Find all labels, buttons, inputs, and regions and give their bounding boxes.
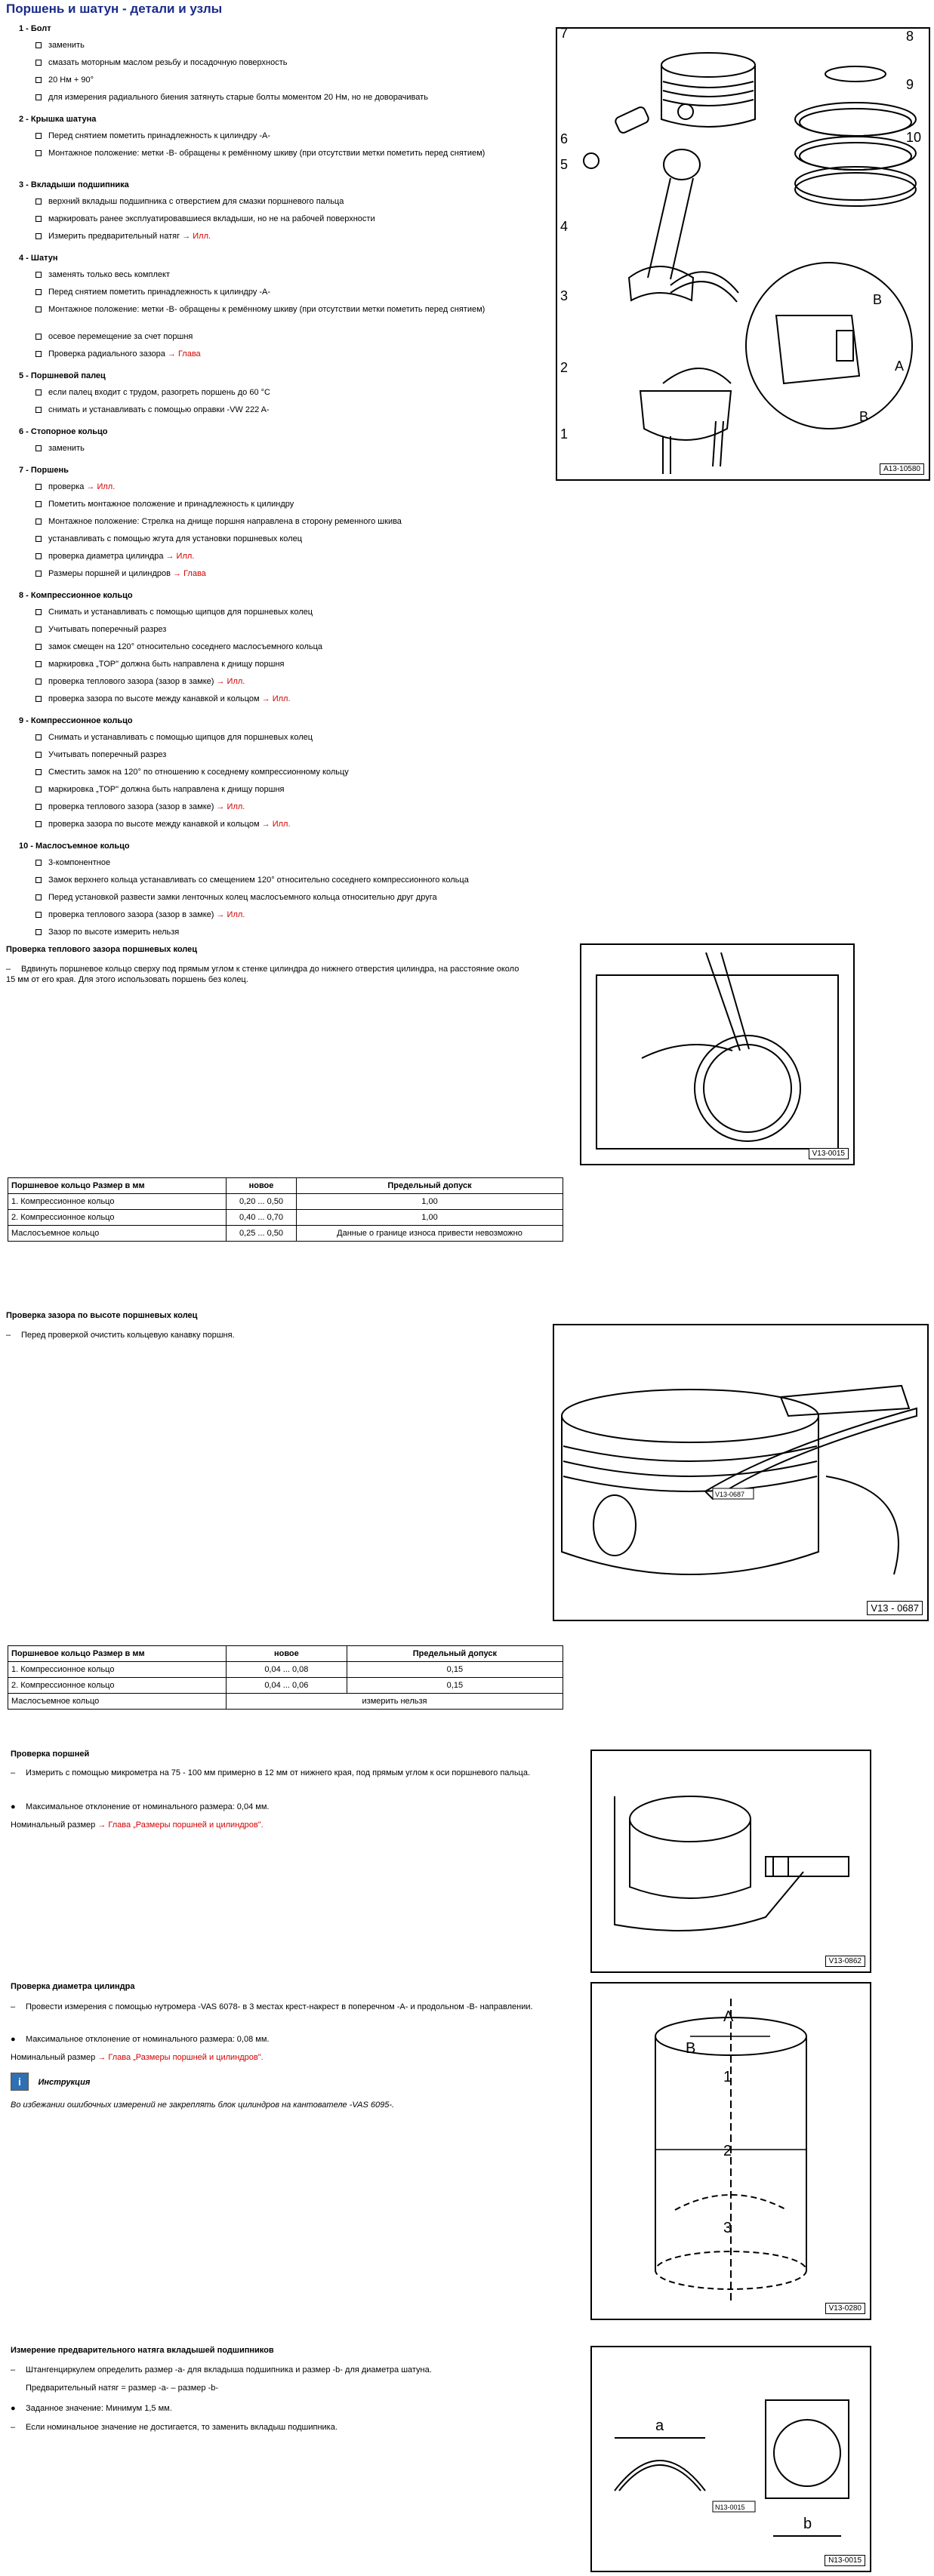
bullet-square-icon bbox=[35, 821, 42, 827]
gap-check-instruction: – Вдвинуть поршневое кольцо сверху под прямым углом к стенке цилиндра до нижнего отверстия цилиндра, на расстояние около 15 мм от его края. Для этого использовать поршень без колец. bbox=[6, 965, 519, 984]
bullet-square-icon bbox=[35, 644, 42, 650]
gap-table bbox=[8, 1177, 563, 1242]
piston-check-instruction: – Измерить с помощью микрометра на 75 - 100 мм примерно в 12 мм от нижнего края, под прямым углом к оси поршневого пальца. bbox=[11, 1768, 531, 1777]
table-row: 2. Компрессионное кольцо 0,40 ... 0,70 1,00 bbox=[8, 1210, 563, 1226]
bullet-square-icon bbox=[35, 804, 42, 810]
height-check-figure bbox=[553, 1324, 929, 1621]
bullet-square-icon bbox=[35, 894, 42, 900]
part-item: проверка зазора по высоте между канавкой и кольцом → Илл. bbox=[35, 694, 534, 705]
part-item: смазать моторным маслом резьбу и посадочную поверхность bbox=[35, 58, 534, 69]
part-heading: 1 - Болт bbox=[19, 24, 51, 33]
bullet-square-icon bbox=[35, 734, 42, 740]
piston-nominal-size: Номинальный размер → Глава „Размеры поршней и цилиндров". bbox=[11, 1820, 264, 1830]
figure-caption: N13-0015 bbox=[825, 2555, 865, 2566]
callout-1: 1 bbox=[560, 426, 569, 442]
col-limit: Предельный допуск bbox=[347, 1646, 563, 1662]
cross-reference-link[interactable]: → Илл. bbox=[182, 232, 211, 241]
label-b: b bbox=[803, 2516, 812, 2532]
table-row: 1. Компрессионное кольцо 0,20 ... 0,50 1,00 bbox=[8, 1194, 563, 1210]
bearing-formula: Предварительный натяг = размер -a- – размер -b- bbox=[26, 2384, 219, 2393]
callout-10: 10 bbox=[906, 130, 922, 145]
cylinder-check-instruction: – Провести измерения с помощью нутромера -VAS 6078- в 3 местах крест-накрест в поперечном -А- и продольном -В- направлении. bbox=[11, 2002, 533, 2011]
part-item: проверка зазора по высоте между канавкой и кольцом → Илл. bbox=[35, 820, 534, 830]
part-item: Учитывать поперечный разрез bbox=[35, 625, 534, 636]
label-2: 2 bbox=[723, 2143, 732, 2159]
col-limit: Предельный допуск bbox=[297, 1178, 563, 1194]
label-A: A bbox=[723, 2008, 734, 2025]
part-item: Снимать и устанавливать с помощью щипцов для поршневых колец bbox=[35, 608, 534, 618]
piston-check-figure bbox=[590, 1750, 871, 1973]
note-text: Во избежании ошибочных измерений не закреплять блок цилиндров на кантователе -VAS 6095-. bbox=[11, 2101, 395, 2110]
part-item: 3-компонентное bbox=[35, 858, 534, 869]
bullet-square-icon bbox=[35, 334, 42, 340]
table-row: Маслосъемное кольцо 0,25 ... 0,50 Данные о границе износа привести невозможно bbox=[8, 1226, 563, 1242]
bullet-square-icon bbox=[35, 216, 42, 222]
cylinder-check-figure bbox=[590, 1982, 871, 2320]
bullet-square-icon bbox=[35, 696, 42, 702]
cross-reference-link[interactable]: → Илл. bbox=[261, 694, 291, 703]
bullet-square-icon bbox=[35, 150, 42, 156]
callout-5: 5 bbox=[560, 157, 569, 172]
part-heading: 10 - Маслосъемное кольцо bbox=[19, 842, 130, 851]
part-item: замок смещен на 120° относительно соседнего маслосъемного кольца bbox=[35, 642, 534, 653]
part-item: Пометить монтажное положение и принадлежность к цилиндру bbox=[35, 500, 534, 510]
part-item: Проверка радиального зазора → Глава bbox=[35, 349, 534, 360]
label-B: B bbox=[686, 2040, 696, 2057]
part-item: маркировка „TOP" должна быть направлена к днищу поршня bbox=[35, 660, 534, 670]
part-item: Перед установкой развести замки ленточных колец маслосъемного кольца относительно друг друга bbox=[35, 893, 534, 903]
bullet-square-icon bbox=[35, 445, 42, 451]
bullet-square-icon bbox=[35, 752, 42, 758]
part-heading: 4 - Шатун bbox=[19, 254, 58, 263]
callout-9: 9 bbox=[906, 77, 914, 92]
part-item: снимать и устанавливать с помощью оправки -VW 222 A- bbox=[35, 405, 534, 416]
part-item: Монтажное положение: Стрелка на днище поршня направлена в сторону ременного шкива bbox=[35, 517, 534, 528]
table-row: Маслосъемное кольцо измерить нельзя bbox=[8, 1694, 563, 1710]
piston-nominal-link[interactable]: → Глава „Размеры поршней и цилиндров". bbox=[97, 1820, 264, 1830]
bullet-square-icon bbox=[35, 501, 42, 507]
bullet-square-icon bbox=[35, 233, 42, 239]
callout-8: 8 bbox=[906, 29, 914, 44]
micrometer-drawing bbox=[592, 1751, 870, 1971]
bullet-square-icon bbox=[35, 860, 42, 866]
part-item: маркировать ранее эксплуатировавшиеся вкладыши, но не на рабочей поверхности bbox=[35, 214, 534, 225]
bullet-square-icon bbox=[35, 77, 42, 83]
bullet-square-icon bbox=[35, 661, 42, 667]
piston-assembly-figure bbox=[556, 27, 930, 481]
bullet-square-icon bbox=[35, 769, 42, 775]
part-item: заменить bbox=[35, 41, 534, 51]
callout-3: 3 bbox=[560, 288, 569, 303]
piston-check-tolerance: ● Максимальное отклонение от номинального размера: 0,04 мм. bbox=[11, 1802, 270, 1811]
table-row: 2. Компрессионное кольцо 0,04 ... 0,06 0,15 bbox=[8, 1678, 563, 1694]
gap-check-figure bbox=[580, 943, 855, 1165]
part-item: проверка теплового зазора (зазор в замке) → Илл. bbox=[35, 677, 534, 688]
figure-tag: N13-0015 bbox=[715, 2504, 745, 2511]
part-item: Размеры поршней и цилиндров → Глава bbox=[35, 569, 534, 580]
gap-check-drawing bbox=[581, 945, 853, 1164]
page-title: Поршень и шатун - детали и узлы bbox=[6, 2, 223, 16]
figure-caption: V13-0862 bbox=[825, 1956, 865, 1967]
cross-reference-link[interactable]: → Илл. bbox=[216, 802, 245, 811]
figure-tag: V13-0687 bbox=[715, 1491, 745, 1498]
bullet-square-icon bbox=[35, 94, 42, 100]
cylinder-nominal-size: Номинальный размер → Глава „Размеры поршней и цилиндров". bbox=[11, 2053, 264, 2062]
callout-B-bottom: B bbox=[859, 409, 869, 424]
gap-check-heading: Проверка теплового зазора поршневых колец bbox=[6, 945, 197, 954]
bullet-square-icon bbox=[35, 929, 42, 935]
col-new: новое bbox=[227, 1178, 297, 1194]
bullet-square-icon bbox=[35, 407, 42, 413]
part-item: заменить bbox=[35, 444, 534, 454]
bearing-replace-instruction: – Если номинальное значение не достигается, то заменить вкладыш подшипника. bbox=[11, 2423, 338, 2432]
cross-reference-link[interactable]: → Илл. bbox=[165, 552, 195, 561]
height-check-heading: Проверка зазора по высоте поршневых колец bbox=[6, 1311, 198, 1320]
bullet-square-icon bbox=[35, 289, 42, 295]
callout-7: 7 bbox=[560, 29, 569, 41]
bullet-square-icon bbox=[35, 351, 42, 357]
part-item: Перед снятием пометить принадлежность к цилиндру -А- bbox=[35, 288, 534, 298]
cross-reference-link[interactable]: → Илл. bbox=[86, 482, 116, 491]
table-row: 1. Компрессионное кольцо 0,04 ... 0,08 0,15 bbox=[8, 1662, 563, 1678]
bullet-square-icon bbox=[35, 912, 42, 918]
part-item: Сместить замок на 120° по отношению к соседнему компрессионному кольцу bbox=[35, 768, 534, 778]
height-check-drawing bbox=[554, 1325, 927, 1620]
part-item: Монтажное положение: метки -В- обращены к ремённому шкиву (при отсутствии метки пометить перед снятием) bbox=[35, 305, 534, 315]
piston-assembly-drawing bbox=[557, 29, 929, 479]
part-item: проверка → Илл. bbox=[35, 482, 534, 493]
part-item: Замок верхнего кольца устанавливать со смещением 120° относительно соседнего компрессионного кольца bbox=[35, 876, 534, 886]
part-item: Учитывать поперечный разрез bbox=[35, 750, 534, 761]
part-item: Зазор по высоте измерить нельзя bbox=[35, 928, 534, 938]
bullet-square-icon bbox=[35, 199, 42, 205]
part-heading: 5 - Поршневой палец bbox=[19, 371, 106, 380]
bullet-square-icon bbox=[35, 536, 42, 542]
label-a: a bbox=[655, 2418, 664, 2434]
label-1: 1 bbox=[723, 2069, 732, 2085]
bullet-square-icon bbox=[35, 553, 42, 559]
bearing-target-value: ● Заданное значение: Минимум 1,5 мм. bbox=[11, 2404, 172, 2413]
part-item: верхний вкладыш подшипника с отверстием для смазки поршневого пальца bbox=[35, 197, 534, 208]
part-item: проверка диаметра цилиндра → Илл. bbox=[35, 552, 534, 562]
bearing-check-heading: Измерение предварительного натяга вкладышей подшипников bbox=[11, 2346, 274, 2355]
bearing-check-figure bbox=[590, 2346, 871, 2572]
part-heading: 8 - Компрессионное кольцо bbox=[19, 591, 133, 600]
part-item: устанавливать с помощью жгута для установки поршневых колец bbox=[35, 534, 534, 545]
cylinder-check-tolerance: ● Максимальное отклонение от номинального размера: 0,08 мм. bbox=[11, 2035, 270, 2044]
bullet-square-icon bbox=[35, 272, 42, 278]
bearing-check-instruction: – Штангенциркулем определить размер -a- для вкладыша подшипника и размер -b- для диаметра шатуна. bbox=[11, 2365, 432, 2374]
bullet-square-icon bbox=[35, 571, 42, 577]
figure-caption: A13-10580 bbox=[880, 463, 924, 475]
part-item: Измерить предварительный натяг → Илл. bbox=[35, 232, 534, 242]
bullet-square-icon bbox=[35, 679, 42, 685]
callout-A: A bbox=[895, 359, 905, 374]
part-heading: 2 - Крышка шатуна bbox=[19, 115, 97, 124]
cross-reference-link[interactable]: → Глава bbox=[167, 349, 201, 359]
info-icon: i bbox=[11, 2073, 29, 2091]
part-item: если палец входит с трудом, разогреть поршень до 60 °C bbox=[35, 388, 534, 399]
bullet-square-icon bbox=[35, 60, 42, 66]
part-item: 20 Нм + 90° bbox=[35, 75, 534, 86]
figure-caption: V13-0015 bbox=[809, 1148, 849, 1159]
bullet-square-icon bbox=[35, 609, 42, 615]
part-item: заменять только весь комплект bbox=[35, 270, 534, 281]
callout-6: 6 bbox=[560, 131, 569, 146]
cross-reference-link[interactable]: → Илл. bbox=[216, 677, 245, 686]
bullet-square-icon bbox=[35, 306, 42, 312]
cylinder-drawing bbox=[592, 1984, 870, 2319]
part-item: осевое перемещение за счет поршня bbox=[35, 332, 534, 343]
callout-4: 4 bbox=[560, 219, 569, 234]
bullet-square-icon bbox=[35, 626, 42, 632]
bullet-square-icon bbox=[35, 133, 42, 139]
cylinder-nominal-link[interactable]: → Глава „Размеры поршней и цилиндров". bbox=[97, 2053, 264, 2062]
part-heading: 3 - Вкладыши подшипника bbox=[19, 180, 129, 189]
piston-check-heading: Проверка поршней bbox=[11, 1750, 90, 1759]
bullet-square-icon bbox=[35, 484, 42, 490]
callout-B-top: B bbox=[873, 292, 883, 307]
part-item: для измерения радиального биения затянуть старые болты моментом 20 Нм, но не доворачивать bbox=[35, 93, 534, 103]
bullet-square-icon bbox=[35, 519, 42, 525]
part-item: проверка теплового зазора (зазор в замке) → Илл. bbox=[35, 802, 534, 813]
part-heading: 7 - Поршень bbox=[19, 466, 69, 475]
part-heading: 9 - Компрессионное кольцо bbox=[19, 716, 133, 725]
label-3: 3 bbox=[723, 2220, 732, 2236]
cross-reference-link[interactable]: → Глава bbox=[173, 569, 206, 578]
height-check-instruction: – Перед проверкой очистить кольцевую канавку поршня. bbox=[6, 1331, 235, 1340]
bullet-square-icon bbox=[35, 389, 42, 395]
bearing-drawing bbox=[592, 2347, 870, 2571]
figure-caption: V13 - 0687 bbox=[867, 1601, 923, 1615]
part-item: проверка теплового зазора (зазор в замке) → Илл. bbox=[35, 910, 534, 921]
note-box bbox=[11, 2073, 90, 2091]
callout-2: 2 bbox=[560, 360, 569, 375]
cross-reference-link[interactable]: → Илл. bbox=[216, 910, 245, 919]
bullet-square-icon bbox=[35, 877, 42, 883]
cylinder-check-heading: Проверка диаметра цилиндра bbox=[11, 1982, 135, 1991]
figure-caption: V13-0280 bbox=[825, 2303, 865, 2314]
bullet-square-icon bbox=[35, 42, 42, 48]
part-item: Снимать и устанавливать с помощью щипцов для поршневых колец bbox=[35, 733, 534, 743]
col-ring: Поршневое кольцо Размер в мм bbox=[8, 1646, 227, 1662]
cross-reference-link[interactable]: → Илл. bbox=[261, 820, 291, 829]
height-table bbox=[8, 1645, 563, 1710]
part-heading: 6 - Стопорное кольцо bbox=[19, 427, 108, 436]
col-new: новое bbox=[227, 1646, 347, 1662]
col-ring: Поршневое кольцо Размер в мм bbox=[8, 1178, 227, 1194]
part-item: маркировка „TOP" должна быть направлена к днищу поршня bbox=[35, 785, 534, 796]
note-title: Инструкция bbox=[38, 2077, 91, 2087]
part-item: Монтажное положение: метки -В- обращены к ремённому шкиву (при отсутствии метки пометить перед снятием) bbox=[35, 149, 534, 159]
bullet-square-icon bbox=[35, 786, 42, 792]
part-item: Перед снятием пометить принадлежность к цилиндру -А- bbox=[35, 131, 534, 142]
